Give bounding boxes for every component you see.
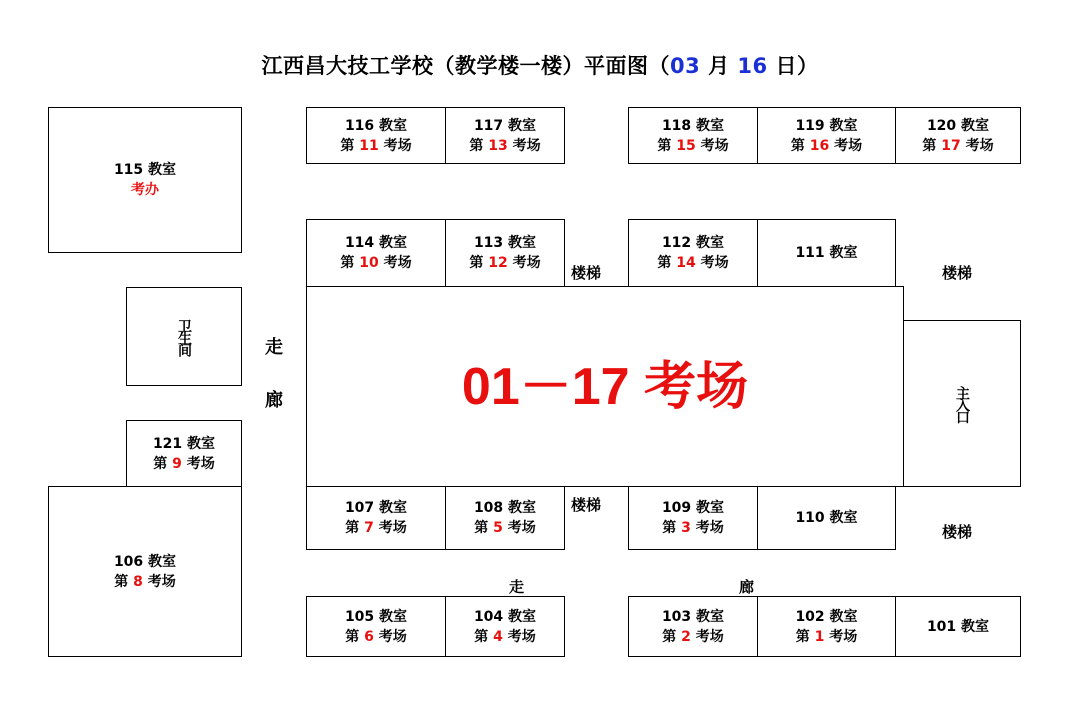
- corridor-label: 走: [265, 337, 283, 358]
- room-104: 104 教室 第 4 考场: [445, 596, 565, 657]
- room-113: 113 教室 第 12 考场: [445, 219, 565, 287]
- corridor-label: 走: [509, 578, 525, 596]
- toilet-label: 卫生间: [176, 318, 192, 355]
- exam-office-note: 考办: [131, 182, 159, 198]
- corridor-label: 廊: [265, 390, 283, 411]
- room-107: 107 教室 第 7 考场: [306, 486, 446, 550]
- room-110: 110 教室: [757, 486, 896, 550]
- room-120: 120 教室 第 17 考场: [895, 107, 1021, 164]
- toilet: [126, 287, 242, 386]
- room-115: 115 教室 考办: [48, 107, 242, 253]
- room-118: 118 教室 第 15 考场: [628, 107, 758, 164]
- room-102: 102 教室 第 1 考场: [757, 596, 896, 657]
- room-119: 119 教室 第 16 考场: [757, 107, 896, 164]
- room-109: 109 教室 第 3 考场: [628, 486, 758, 550]
- room-117: 117 教室 第 13 考场: [445, 107, 565, 164]
- room-108: 108 教室 第 5 考场: [445, 486, 565, 550]
- stairs-label: 楼梯: [942, 523, 973, 541]
- stairs-label: 楼梯: [571, 264, 602, 282]
- main-entrance: [903, 320, 1021, 487]
- exam-range-heading: 01－17 考场: [461, 357, 749, 416]
- stairs-label: 楼梯: [942, 264, 973, 282]
- room-101: 101 教室: [895, 596, 1021, 657]
- room-103: 103 教室 第 2 考场: [628, 596, 758, 657]
- page-title: 江西昌大技工学校（教学楼一楼）平面图（03 月 16 日）: [261, 54, 819, 78]
- corridor-label: 廊: [739, 578, 755, 596]
- stairs-label: 楼梯: [571, 496, 602, 514]
- room-121: 121 教室 第 9 考场: [126, 420, 242, 487]
- room-106: 106 教室 第 8 考场: [48, 486, 242, 657]
- central-hall: [306, 286, 904, 487]
- main-entrance-label: 主入口: [954, 385, 970, 422]
- room-116: 116 教室 第 11 考场: [306, 107, 446, 164]
- room-114: 114 教室 第 10 考场: [306, 219, 446, 287]
- room-105: 105 教室 第 6 考场: [306, 596, 446, 657]
- room-112: 112 教室 第 14 考场: [628, 219, 758, 287]
- room-111: 111 教室: [757, 219, 896, 287]
